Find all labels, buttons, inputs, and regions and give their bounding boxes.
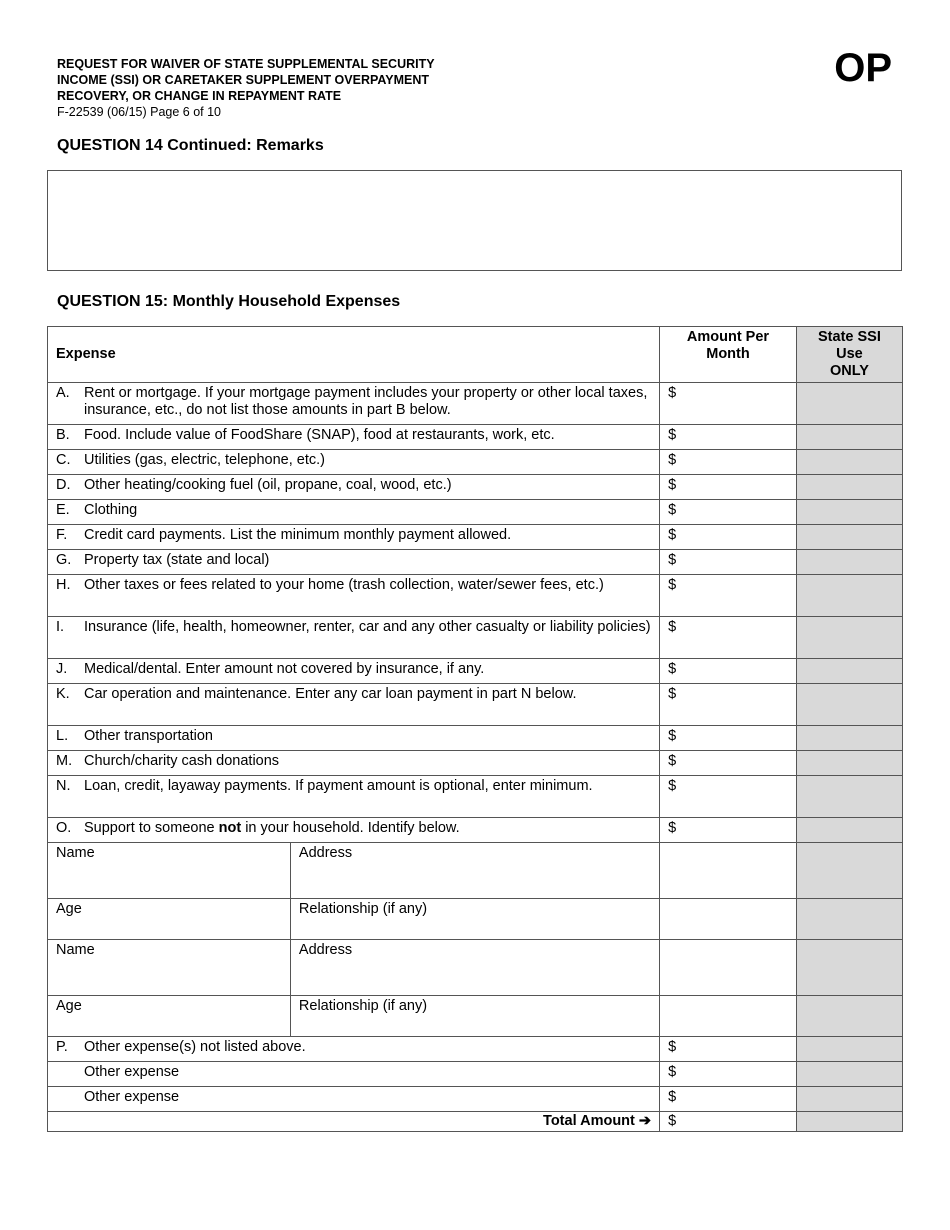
expense-row-o xyxy=(48,818,903,843)
expense-row-e xyxy=(48,500,903,525)
ssi-use-cell xyxy=(796,940,902,996)
expense-label xyxy=(48,818,660,843)
support-address-field[interactable]: Address xyxy=(290,940,659,996)
expense-label xyxy=(48,1037,660,1062)
ssi-use-cell xyxy=(796,1062,902,1087)
amount-input[interactable]: $ xyxy=(660,575,797,617)
ssi-header-line-1: State SSI Use xyxy=(818,329,881,362)
expense-label xyxy=(48,475,660,500)
ssi-use-cell xyxy=(796,500,902,525)
item-letter: A. xyxy=(56,385,70,401)
item-text xyxy=(84,820,651,837)
expense-row-a xyxy=(48,383,903,425)
ssi-use-cell xyxy=(796,1037,902,1062)
item-text: Utilities (gas, electric, telephone, etc.) xyxy=(84,452,325,468)
support-address-field[interactable]: Address xyxy=(290,843,659,899)
amount-input[interactable]: $ xyxy=(660,1062,797,1087)
expense-label xyxy=(48,525,660,550)
amount-input[interactable]: $ xyxy=(660,525,797,550)
amount-input[interactable]: $ xyxy=(660,383,797,425)
expense-label xyxy=(48,776,660,818)
ssi-use-cell xyxy=(796,684,902,726)
support-1-age-row xyxy=(48,899,903,940)
form-title-line-2: INCOME (SSI) OR CARETAKER SUPPLEMENT OVERPAYMENT xyxy=(57,73,430,87)
other-expense-field[interactable]: Other expense xyxy=(48,1087,660,1112)
expense-row-b xyxy=(48,425,903,450)
expense-label xyxy=(48,575,660,617)
item-text: Medical/dental. Enter amount not covered by insurance, if any. xyxy=(84,661,485,677)
expense-label xyxy=(48,659,660,684)
item-letter: C. xyxy=(56,452,71,468)
ssi-use-cell xyxy=(796,475,902,500)
expense-row-d xyxy=(48,475,903,500)
expense-label xyxy=(48,425,660,450)
item-letter: P. xyxy=(56,1039,68,1055)
item-o-text-bold: not xyxy=(218,820,242,836)
form-title-line-1: REQUEST FOR WAIVER OF STATE SUPPLEMENTAL SECURITY xyxy=(57,57,435,71)
item-text: Car operation and maintenance. Enter any car loan payment in part N below. xyxy=(84,686,577,702)
total-label-text: Total Amount xyxy=(543,1113,635,1129)
support-age-field[interactable]: Age xyxy=(48,996,291,1037)
amount-input[interactable]: $ xyxy=(660,550,797,575)
ssi-use-cell xyxy=(796,818,902,843)
support-age-field[interactable]: Age xyxy=(48,899,291,940)
item-letter: D. xyxy=(56,477,71,493)
ssi-use-cell xyxy=(796,776,902,818)
ssi-use-cell xyxy=(796,575,902,617)
ssi-use-cell xyxy=(796,450,902,475)
expense-row-n xyxy=(48,776,903,818)
item-letter: B. xyxy=(56,427,70,443)
item-text: Other heating/cooking fuel (oil, propane, coal, wood, etc.) xyxy=(84,477,452,493)
item-o-text-after: in your household. Identify below. xyxy=(241,820,460,836)
ssi-use-cell xyxy=(796,751,902,776)
expense-row-m xyxy=(48,751,903,776)
total-row xyxy=(48,1112,903,1132)
amount-input[interactable]: $ xyxy=(660,684,797,726)
item-text: Loan, credit, layaway payments. If payment amount is optional, enter minimum. xyxy=(84,778,593,794)
item-text: Other expense(s) not listed above. xyxy=(84,1039,306,1055)
ssi-use-cell xyxy=(796,996,902,1037)
item-text: Property tax (state and local) xyxy=(84,552,270,568)
support-amount-cell[interactable] xyxy=(660,899,797,940)
table-header-row xyxy=(48,327,903,383)
other-expense-row-1 xyxy=(48,1062,903,1087)
item-letter: H. xyxy=(56,577,71,593)
expense-label xyxy=(48,550,660,575)
q15-heading: QUESTION 15: Monthly Household Expenses xyxy=(57,293,401,310)
q14-label: QUESTION 14 Continued: xyxy=(57,137,252,154)
ssi-use-cell xyxy=(796,525,902,550)
total-label xyxy=(48,1112,660,1132)
amount-input[interactable]: $ xyxy=(660,776,797,818)
q14-heading xyxy=(57,137,324,155)
item-text: Rent or mortgage. If your mortgage payment includes your property or other local taxes, insurance, etc., do not list those amounts in part B below. xyxy=(84,385,648,418)
item-text: Church/charity cash donations xyxy=(84,753,280,769)
ssi-header-line-2: ONLY xyxy=(829,363,869,379)
amount-input[interactable]: $ xyxy=(660,617,797,659)
item-letter: F. xyxy=(56,527,68,543)
expense-row-g xyxy=(48,550,903,575)
expense-label xyxy=(48,617,660,659)
support-name-field[interactable]: Name xyxy=(48,940,291,996)
expense-label xyxy=(48,726,660,751)
amount-input[interactable]: $ xyxy=(660,1087,797,1112)
expenses-table xyxy=(47,326,903,1132)
expense-label xyxy=(48,751,660,776)
amount-input[interactable]: $ xyxy=(660,475,797,500)
expense-row-l xyxy=(48,726,903,751)
ssi-use-cell xyxy=(796,726,902,751)
support-name-field[interactable]: Name xyxy=(48,843,291,899)
ssi-use-cell xyxy=(796,1087,902,1112)
item-letter: I. xyxy=(56,619,65,635)
expense-row-p xyxy=(48,1037,903,1062)
other-expense-field[interactable]: Other expense xyxy=(48,1062,660,1087)
amount-input[interactable]: $ xyxy=(660,425,797,450)
amount-header-line-1: Amount Per xyxy=(686,329,770,345)
total-amount-input[interactable]: $ xyxy=(660,1112,797,1132)
remarks-field[interactable] xyxy=(47,170,902,271)
ssi-use-cell xyxy=(796,425,902,450)
support-2-name-row xyxy=(48,940,903,996)
support-2-age-row xyxy=(48,996,903,1037)
support-amount-cell[interactable] xyxy=(660,843,797,899)
ssi-use-cell xyxy=(796,617,902,659)
other-expense-row-2 xyxy=(48,1087,903,1112)
expense-label xyxy=(48,684,660,726)
expense-column-header: Expense xyxy=(48,327,660,383)
item-text: Clothing xyxy=(84,502,138,518)
expense-row-k xyxy=(48,684,903,726)
expense-label xyxy=(48,383,660,425)
expense-row-j xyxy=(48,659,903,684)
ssi-column-header xyxy=(796,327,902,383)
ssi-use-cell xyxy=(796,383,902,425)
expense-label xyxy=(48,450,660,475)
ssi-use-cell xyxy=(796,1112,902,1132)
expense-row-h xyxy=(48,575,903,617)
item-letter: G. xyxy=(56,552,72,568)
item-text: Other taxes or fees related to your home (trash collection, water/sewer fees, etc.) xyxy=(84,577,604,593)
support-relationship-field[interactable]: Relationship (if any) xyxy=(290,899,659,940)
form-badge: OP xyxy=(834,46,892,90)
support-amount-cell[interactable] xyxy=(660,940,797,996)
expense-label xyxy=(48,500,660,525)
form-id: F-22539 (06/15) Page 6 of 10 xyxy=(57,105,222,119)
item-text: Credit card payments. List the minimum monthly payment allowed. xyxy=(84,527,512,543)
item-letter: O. xyxy=(56,820,72,836)
ssi-use-cell xyxy=(796,899,902,940)
amount-input[interactable]: $ xyxy=(660,751,797,776)
amount-header-line-2: Month xyxy=(706,346,750,362)
item-text: Insurance (life, health, homeowner, renter, car and any other casualty or liability policies) xyxy=(84,619,651,635)
amount-input[interactable]: $ xyxy=(660,450,797,475)
ssi-use-cell xyxy=(796,659,902,684)
item-letter: J. xyxy=(56,661,68,677)
amount-input[interactable]: $ xyxy=(660,659,797,684)
item-letter: K. xyxy=(56,686,70,702)
expense-row-f xyxy=(48,525,903,550)
amount-input[interactable]: $ xyxy=(660,818,797,843)
item-o-text-before: Support to someone xyxy=(84,820,219,836)
support-1-name-row xyxy=(48,843,903,899)
item-text: Other transportation xyxy=(84,728,213,744)
item-letter: L. xyxy=(56,728,69,744)
expense-row-i xyxy=(48,617,903,659)
ssi-use-cell xyxy=(796,550,902,575)
support-relationship-field[interactable]: Relationship (if any) xyxy=(290,996,659,1037)
amount-input[interactable]: $ xyxy=(660,500,797,525)
form-title-line-3: RECOVERY, OR CHANGE IN REPAYMENT RATE xyxy=(57,89,342,103)
support-amount-cell[interactable] xyxy=(660,996,797,1037)
amount-column-header xyxy=(660,327,797,383)
item-letter: E. xyxy=(56,502,70,518)
ssi-use-cell xyxy=(796,843,902,899)
item-letter: N. xyxy=(56,778,71,794)
item-text: Food. Include value of FoodShare (SNAP), food at restaurants, work, etc. xyxy=(84,427,555,443)
item-letter: M. xyxy=(56,753,73,769)
q14-title: Remarks xyxy=(256,137,324,154)
amount-input[interactable]: $ xyxy=(660,1037,797,1062)
expense-row-c xyxy=(48,450,903,475)
amount-input[interactable]: $ xyxy=(660,726,797,751)
arrow-right-icon: ➔ xyxy=(638,1113,652,1129)
